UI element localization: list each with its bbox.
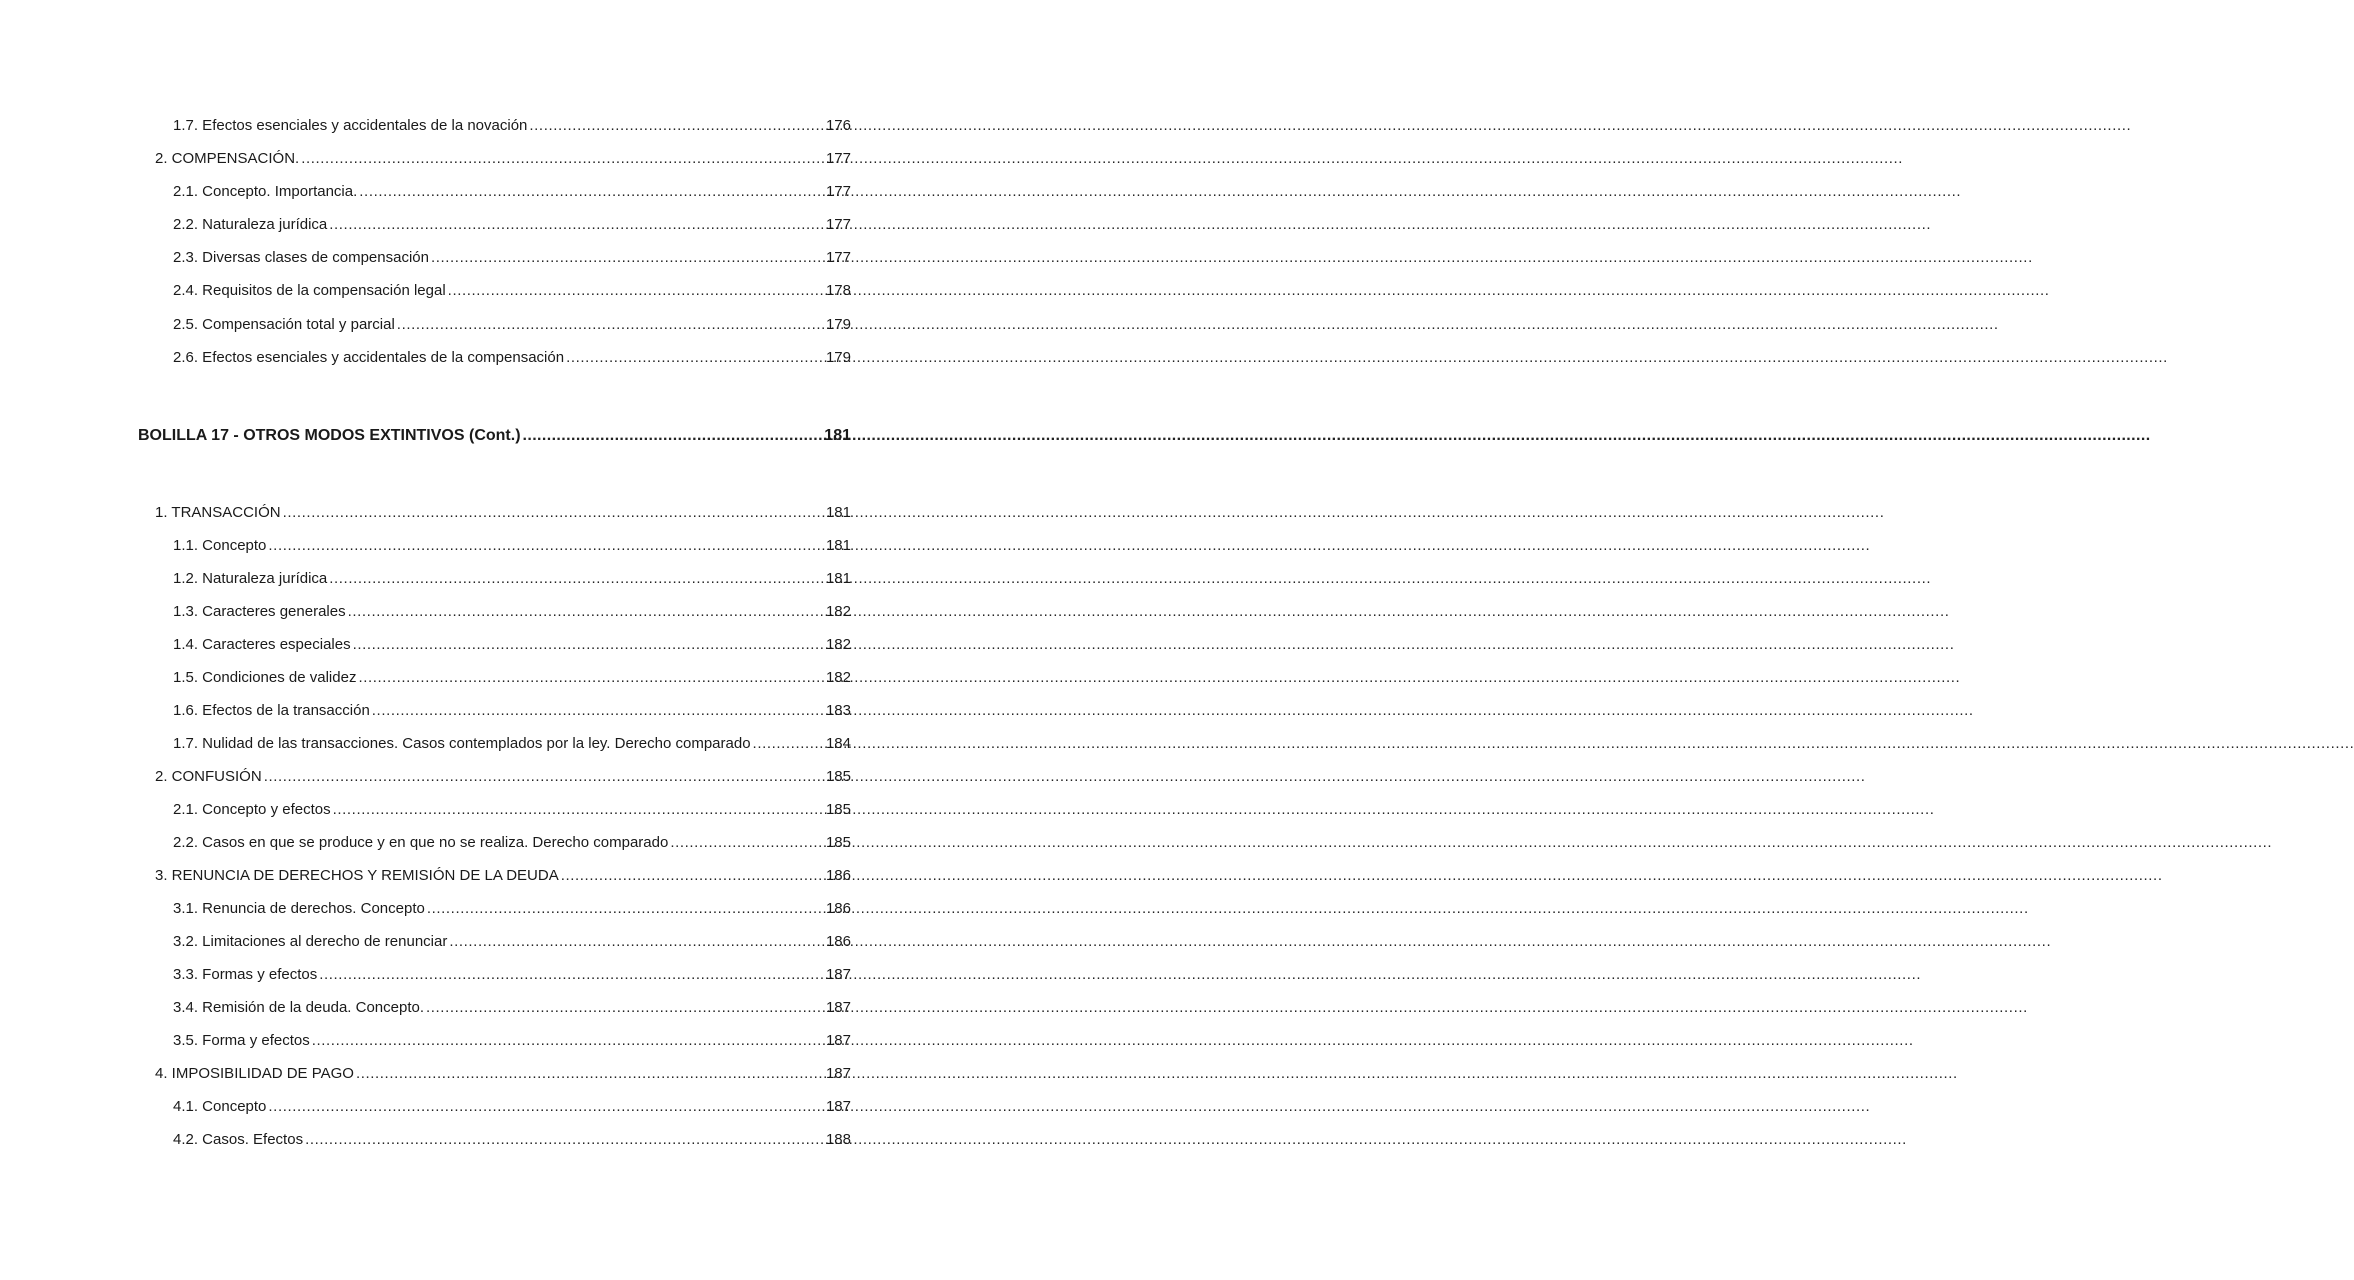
toc-entry-page: 176 [825,117,851,134]
toc-entry-page: 177 [825,216,851,233]
toc-entry-label: 2.1. Concepto. Importancia. [173,183,358,200]
toc-entry-page: 188 [825,1131,851,1148]
toc-entry-page: 177 [825,183,851,200]
toc-entry-label: 1.6. Efectos de la transacción [173,702,370,719]
toc-entry[interactable] [173,998,851,1018]
toc-entry-page: 183 [825,702,851,719]
toc-entry-label: 2.5. Compensación total y parcial [173,316,395,333]
toc-entry-page: 181 [825,504,851,521]
toc-entry-label: 4.1. Concepto [173,1098,267,1115]
toc-entry-page: 187 [825,966,851,983]
toc-entry[interactable] [173,800,851,820]
toc-entry[interactable] [173,569,851,589]
chapter-heading-label: BOLILLA 17 - OTROS MODOS EXTINTIVOS (Cont.) [138,427,521,444]
toc-entry-page: 187 [825,1032,851,1049]
toc-entry[interactable] [173,1097,851,1117]
toc-entry[interactable] [173,182,851,202]
toc-entry-page: 187 [825,999,851,1016]
toc-entry-page: 181 [825,570,851,587]
toc-entry[interactable] [155,503,851,523]
toc-entry-label: 2.2. Naturaleza jurídica [173,216,328,233]
toc-entry-label: 4. IMPOSIBILIDAD DE PAGO [155,1065,354,1082]
toc-entry-page: 181 [825,537,851,554]
toc-entry-label: 3. RENUNCIA DE DERECHOS Y REMISIÓN DE LA DEUDA [155,867,559,884]
toc-entry-label: 2. CONFUSIÓN [155,768,262,785]
toc-entry-label: 2.3. Diversas clases de compensación [173,249,429,266]
toc-entry-label: 4.2. Casos. Efectos [173,1131,304,1148]
toc-entry-label: 3.4. Remisión de la deuda. Concepto. [173,999,424,1016]
toc-entry-page: 179 [825,349,851,366]
toc-entry-page: 179 [825,316,851,333]
toc-entry-page: 182 [825,669,851,686]
toc-entry-page: 186 [825,933,851,950]
toc-entry-label: 1.7. Efectos esenciales y accidentales de la novación [173,117,528,134]
toc-entry[interactable] [155,767,851,787]
chapter-heading-page: 181 [824,427,851,444]
toc-entry[interactable] [173,899,851,919]
toc-entry-page: 186 [825,867,851,884]
toc-entry-page: 184 [825,735,851,752]
toc-entry[interactable] [173,116,851,136]
toc-entry-label: 1.1. Concepto [173,537,267,554]
toc-entry-page: 182 [825,603,851,620]
toc-entry-label: 3.1. Renuncia de derechos. Concepto [173,900,425,917]
toc-entry[interactable] [173,932,851,952]
toc-entry[interactable] [173,635,851,655]
toc-entry-page: 177 [825,249,851,266]
toc-entry-label: 2.2. Casos en que se produce y en que no se realiza. Derecho comparado [173,834,669,851]
toc-entry[interactable] [173,536,851,556]
toc-entry[interactable] [173,701,851,721]
toc-entry-page: 187 [825,1098,851,1115]
toc-entry[interactable] [173,1031,851,1051]
toc-entry-page: 187 [825,1065,851,1082]
toc-entry-label: 1.3. Caracteres generales [173,603,346,620]
toc-entry-page: 178 [825,282,851,299]
toc-entry-label: 3.5. Forma y efectos [173,1032,310,1049]
toc-entry[interactable] [155,866,851,886]
toc-entry-label: 3.3. Formas y efectos [173,966,318,983]
toc-entry-page: 177 [825,150,851,167]
toc-entry[interactable] [173,348,851,368]
chapter-heading[interactable] [138,426,851,446]
toc-entry[interactable] [173,315,851,335]
toc-entry-label: 1. TRANSACCIÓN [155,504,281,521]
toc-entry-label: 1.4. Caracteres especiales [173,636,351,653]
toc-entry-page: 185 [825,768,851,785]
toc-entry[interactable] [173,602,851,622]
toc-entry[interactable] [155,1064,851,1084]
toc-entry-label: 1.2. Naturaleza jurídica [173,570,328,587]
toc-entry[interactable] [173,281,851,301]
toc-entry-page: 186 [825,900,851,917]
document-page [0,0,990,1280]
toc-entry-label: 1.5. Condiciones de validez [173,669,357,686]
toc-entry[interactable] [155,149,851,169]
toc-entry[interactable] [173,668,851,688]
toc-entry-page: 182 [825,636,851,653]
toc-entry[interactable] [173,1130,851,1150]
toc-entry[interactable] [173,833,851,853]
toc-entry[interactable] [173,248,851,268]
toc-entry[interactable] [173,965,851,985]
toc-entry-label: 2.6. Efectos esenciales y accidentales de la compensación [173,349,565,366]
toc-entry-label: 3.2. Limitaciones al derecho de renunciar [173,933,448,950]
toc-entry-page: 185 [825,834,851,851]
toc-entry-label: 2. COMPENSACIÓN. [155,150,300,167]
toc-entry-page: 185 [825,801,851,818]
toc-entry-label: 2.1. Concepto y efectos [173,801,331,818]
toc-entry-label: 1.7. Nulidad de las transacciones. Casos contemplados por la ley. Derecho comparado [173,735,751,752]
toc-entry[interactable] [173,734,851,754]
toc-entry-label: 2.4. Requisitos de la compensación legal [173,282,446,299]
toc-entry[interactable] [173,215,851,235]
